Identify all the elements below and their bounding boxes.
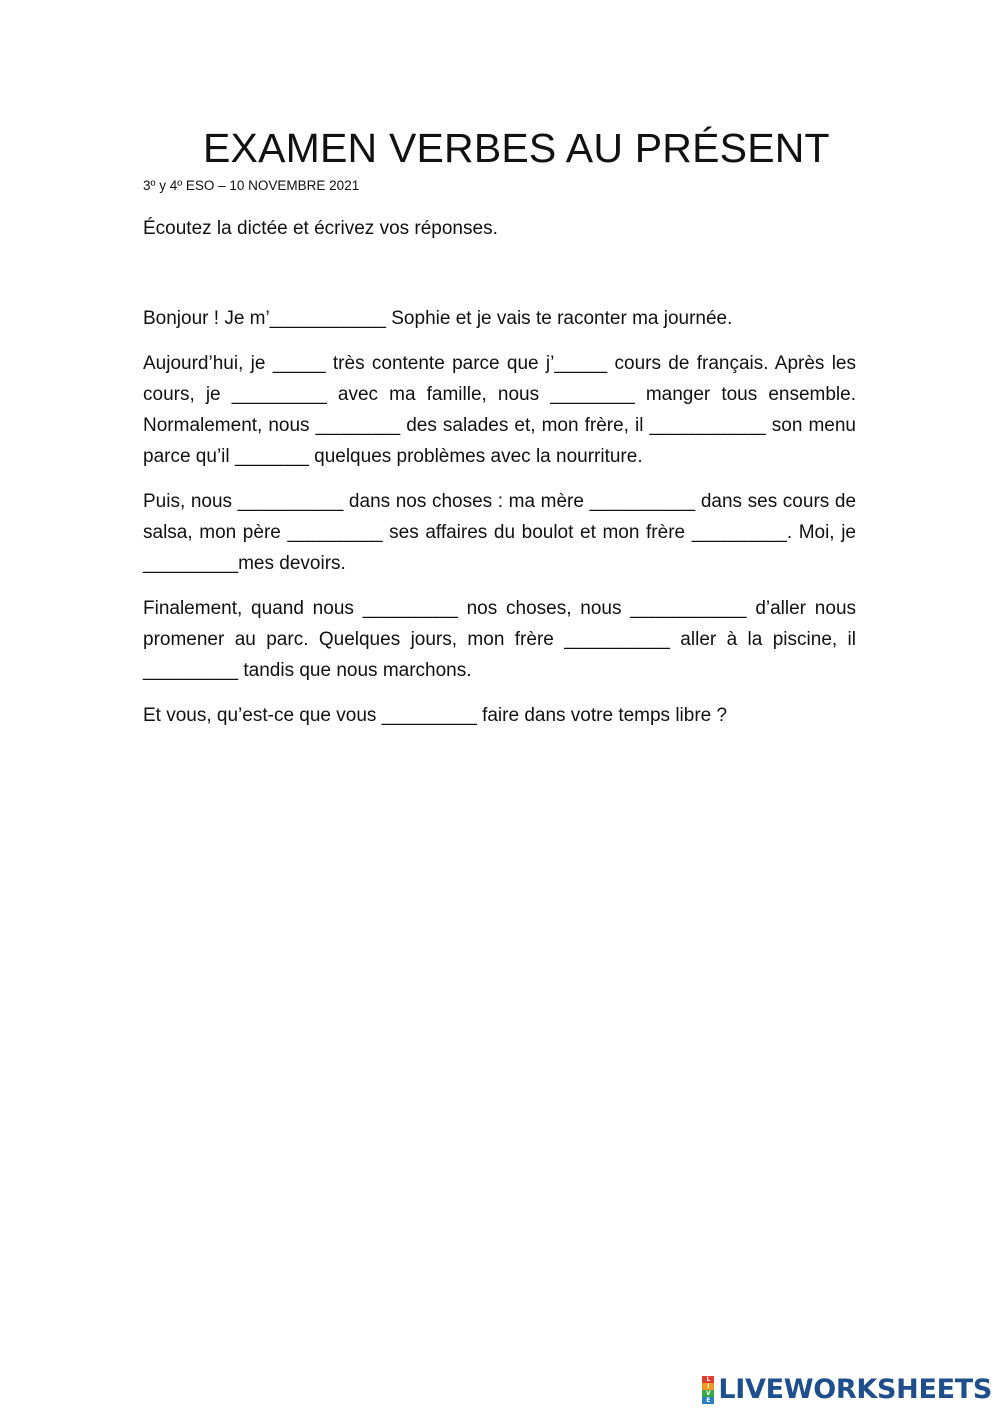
text-segment: quelques problèmes avec la nourriture. (308, 446, 643, 467)
answer-blank[interactable]: _________ (691, 522, 787, 543)
answer-blank[interactable]: _________ (287, 522, 383, 543)
text-segment: son menu parce qu’il (143, 415, 856, 467)
text-segment: dans nos choses : ma mère (343, 491, 590, 512)
text-segment: . Moi, je (786, 522, 856, 543)
paragraph-1 (143, 303, 856, 334)
paragraph-5 (143, 700, 856, 731)
text-segment: tandis que nous marchons. (238, 660, 472, 681)
text-segment: très contente parce que j’ (325, 353, 555, 374)
text-segment: Et vous, qu’est-ce que vous (143, 705, 382, 726)
answer-blank[interactable]: ________ (315, 415, 401, 436)
logo-letter: I (702, 1383, 714, 1390)
text-segment: Sophie et je vais te raconter ma journée. (385, 308, 733, 329)
answer-blank[interactable]: _________ (231, 384, 327, 405)
answer-blank[interactable]: _____ (554, 353, 608, 374)
text-segment: d’aller nous promener au parc. Quelques jours, mon frère (143, 598, 857, 650)
answer-blank[interactable]: ___________ (630, 598, 747, 619)
text-segment: faire dans votre temps libre ? (476, 705, 728, 726)
text-segment: Puis, nous (143, 491, 238, 512)
answer-blank[interactable]: _____ (272, 353, 326, 374)
answer-blank[interactable]: __________ (589, 491, 696, 512)
brand-name: LIVEWORKSHEETS (718, 1374, 992, 1405)
answer-blank[interactable]: _________ (362, 598, 458, 619)
text-segment: cours de français. Après les cours, je (143, 353, 856, 405)
text-segment: aller à la piscine, il (669, 629, 856, 650)
text-segment: avec ma famille, nous (326, 384, 551, 405)
answer-blank[interactable]: _______ (234, 446, 309, 467)
answer-blank[interactable]: _________ (143, 553, 239, 574)
text-segment: mes devoirs. (238, 553, 346, 574)
text-segment: manger tous ensemble. Normalement, nous (143, 384, 856, 436)
text-segment: ses affaires du boulot et mon frère (382, 522, 692, 543)
answer-blank[interactable]: ___________ (269, 308, 386, 329)
liveworksheets-brand[interactable] (702, 1373, 992, 1407)
text-segment: des salades et, mon frère, il (400, 415, 650, 436)
logo-letter: L (702, 1376, 714, 1383)
paragraph-2 (143, 348, 856, 472)
answer-blank[interactable]: ___________ (649, 415, 766, 436)
answer-blank[interactable]: __________ (237, 491, 344, 512)
text-segment: Aujourd’hui, je (143, 353, 273, 374)
answer-blank[interactable]: ________ (550, 384, 635, 405)
paragraph-4 (143, 593, 856, 686)
answer-blank[interactable]: _________ (381, 705, 477, 726)
logo-letter: V (702, 1390, 714, 1397)
logo-letter: E (702, 1397, 714, 1404)
text-segment: Bonjour ! Je m’ (143, 308, 270, 329)
text-segment: nos choses, nous (457, 598, 631, 619)
exam-subtitle: 3º y 4º ESO – 10 NOVEMBRE 2021 (143, 178, 360, 193)
text-segment: Finalement, quand nous (143, 598, 363, 619)
answer-blank[interactable]: __________ (564, 629, 670, 650)
answer-blank[interactable]: _________ (143, 660, 239, 681)
dictation-text (143, 303, 856, 745)
page-title: EXAMEN VERBES AU PRÉSENT (203, 125, 830, 171)
instruction-text: Écoutez la dictée et écrivez vos réponses. (143, 218, 498, 239)
liveworksheets-logo-icon (702, 1376, 714, 1404)
paragraph-3 (143, 486, 856, 579)
text-segment: dans ses cours de salsa, mon père (143, 491, 857, 543)
